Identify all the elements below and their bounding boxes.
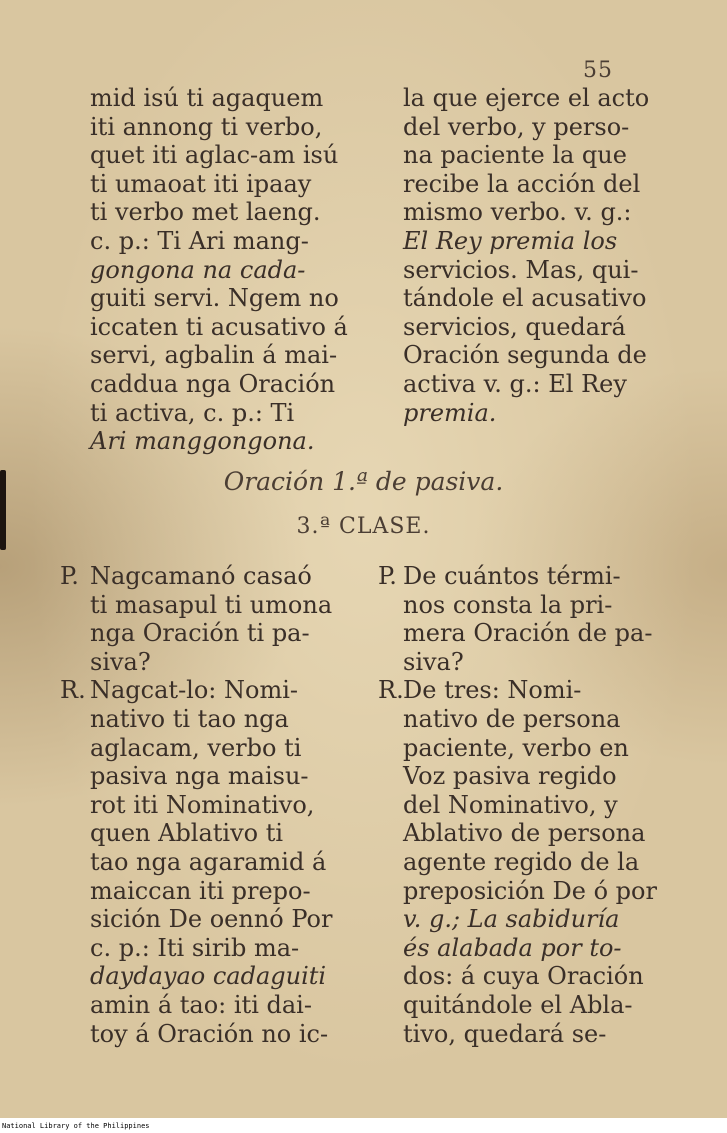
text-line	[403, 399, 649, 428]
text-line: c. p.: Iti sirib ma-	[90, 933, 300, 962]
text-line: nos consta la pri-	[403, 590, 613, 619]
text-line: iccaten ti acusativo á	[90, 312, 348, 341]
italic-text: premia.	[403, 398, 497, 427]
text-line: dos: á cuya Oración	[403, 962, 644, 991]
bottom-left-column	[60, 562, 332, 1048]
text-line: ti verbo met laeng.	[90, 198, 321, 227]
text-line: guiti servi. Ngem no	[90, 284, 339, 313]
text-line: del verbo, y perso-	[403, 112, 630, 141]
italic-text: és alabada por to-	[403, 933, 622, 962]
text-line: nativo ti tao nga	[90, 704, 289, 733]
page-number: 55	[583, 58, 613, 83]
text-line: pasiva nga maisu-	[90, 762, 309, 791]
bottom-right-column	[378, 562, 657, 1048]
text-line: caddua nga Oración	[90, 369, 336, 398]
question-line	[378, 562, 657, 591]
text-line: ti umaoat iti ipaay	[90, 169, 312, 198]
question-label: P.	[60, 562, 79, 590]
answer-line	[378, 676, 657, 705]
answer-label: R.	[60, 676, 86, 705]
text-line: siva?	[90, 647, 151, 676]
italic-text: v. g.; La sabiduría	[403, 905, 620, 934]
text-line: nga Oración ti pa-	[90, 619, 310, 648]
text-line: tao nga agaramid á	[90, 847, 327, 876]
text-line: Ablativo de persona	[403, 819, 646, 848]
text-line: toy á Oración no ic-	[90, 1019, 329, 1048]
text-line: De cuántos térmi-	[403, 562, 621, 590]
answer-line	[60, 676, 332, 705]
source-footer: National Library of the Philippines	[2, 1122, 150, 1130]
text-line: na paciente la que	[403, 141, 627, 170]
question-label: P.	[378, 562, 397, 590]
text-line: recibe la acción del	[403, 169, 641, 198]
text-line	[403, 227, 649, 256]
text-line: siva?	[403, 647, 464, 676]
text-line: agente regido de la	[403, 847, 640, 876]
text-line: servicios, quedará	[403, 312, 626, 341]
text-line	[378, 934, 657, 963]
text-line: preposición De ó por	[403, 876, 657, 905]
text-line: Voz pasiva regido	[403, 762, 617, 791]
text-line: tivo, quedará se-	[403, 1019, 607, 1048]
text-line	[90, 256, 348, 285]
section-heading: Oración 1.ª de pasiva.	[223, 467, 504, 496]
text-line: c. p.: Ti Ari mang-	[90, 226, 309, 255]
italic-text: daydayao cadaguiti	[90, 962, 327, 991]
text-line	[90, 427, 348, 456]
text-line: servicios. Mas, qui-	[403, 255, 639, 284]
text-line: servi, agbalin á mai-	[90, 341, 338, 370]
text-line: maiccan iti prepo-	[90, 876, 311, 905]
text-line: la que ejerce el acto	[403, 84, 650, 112]
text-line: Oración segunda de	[403, 341, 647, 370]
text-line: Nagcat-lo: Nomi-	[90, 676, 299, 705]
text-line: nativo de persona	[403, 704, 621, 733]
text-line: paciente, verbo en	[403, 733, 629, 762]
text-line: ti masapul ti umona	[90, 590, 333, 619]
italic-text: Ari manggongona.	[90, 427, 315, 456]
text-line	[60, 962, 332, 991]
text-line: mera Oración de pa-	[403, 619, 653, 648]
text-line: quitándole el Abla-	[403, 990, 633, 1019]
text-line: mid isú ti agaquem	[90, 84, 324, 112]
italic-text: El Rey premia los	[403, 226, 618, 255]
answer-label: R.	[378, 676, 404, 705]
top-right-column	[403, 84, 649, 427]
text-line: mismo verbo. v. g.:	[403, 198, 632, 227]
text-line	[378, 905, 657, 934]
class-heading: 3.ª CLASE.	[296, 514, 431, 539]
text-line: ti activa, c. p.: Ti	[90, 398, 295, 427]
italic-text: gongona na cada-	[90, 255, 306, 284]
text-line: iti annong ti verbo,	[90, 112, 323, 141]
top-left-column	[90, 84, 348, 456]
text-line: Nagcamanó casaó	[90, 562, 312, 590]
text-line: aglacam, verbo ti	[90, 733, 302, 762]
text-line: quet iti aglac-am isú	[90, 141, 339, 170]
text-line: rot iti Nominativo,	[90, 790, 315, 819]
text-line: tándole el acusativo	[403, 284, 647, 313]
text-line: quen Ablativo ti	[90, 819, 284, 848]
text-line: sición De oennó Por	[90, 905, 333, 934]
text-line: del Nominativo, y	[403, 790, 618, 819]
text-line: amin á tao: iti dai-	[90, 990, 312, 1019]
question-line	[60, 562, 332, 591]
text-line: De tres: Nomi-	[403, 676, 582, 705]
text-line: activa v. g.: El Rey	[403, 369, 627, 398]
